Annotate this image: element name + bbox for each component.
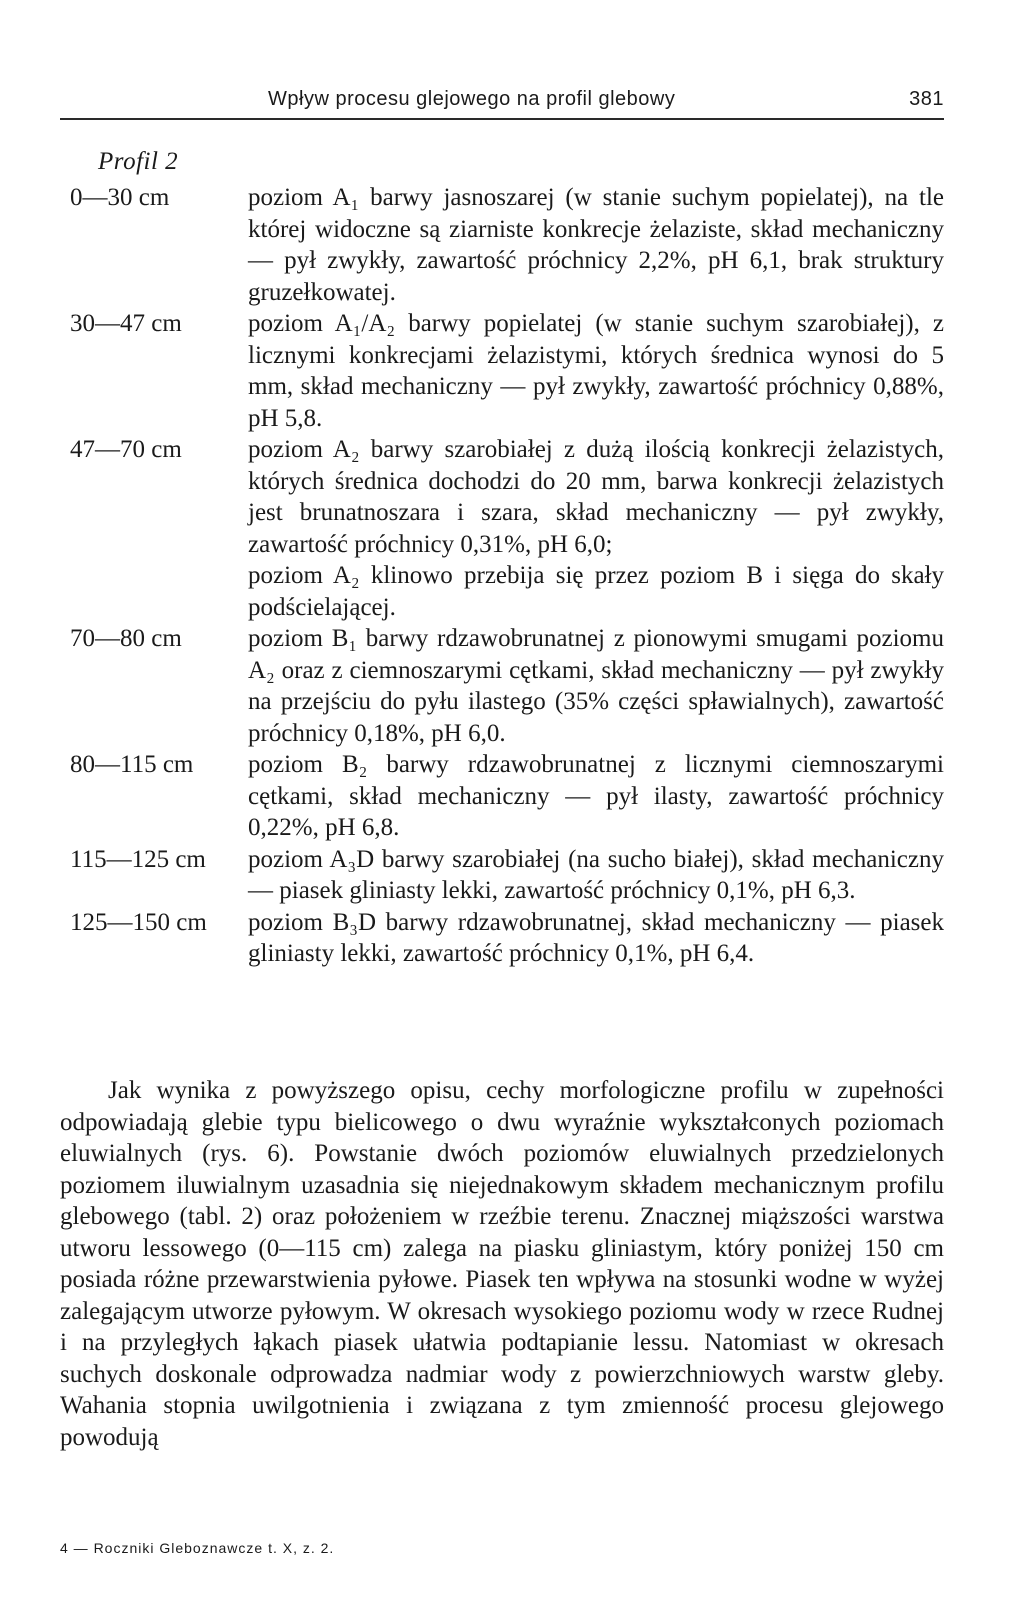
depth-range: 125—150 cm — [70, 908, 207, 936]
depth-range: 30—47 cm — [70, 310, 182, 337]
horizon-description: poziom A₂ barwy szarobiałej z dużą ilością konkrecji żelazistych, których średnica dochodzi do 20 mm, barwa konkrecji żelazistych jest brunatnoszara i szara, skład mechaniczny — pył zwykły, zawartość próchnicy 0,31%, pH 6,0; — [248, 436, 944, 558]
horizon-description: poziom A₁ barwy jasnoszarej (w stanie suchym popielatej), na tle której widoczne są ziarniste konkrecje żelaziste, skład mechaniczny — pył zwykły, zawartość próchnicy 2,2%, pH 6,1, brak struktury gruzełkowatej. — [248, 184, 944, 306]
profile-entry — [60, 434, 944, 623]
horizon-description: poziom B₁ barwy rdzawobrunatnej z pionowymi smugami poziomu A₂ oraz z ciemnoszarymi cętkami, skład mechaniczny — pył zwykły na przejściu do pyłu ilastego (35% części spławialnych), zawartość próchnicy 0,18%, pH 6,0. — [248, 625, 944, 747]
running-title: Wpływ procesu glejowego na profil glebowy — [268, 88, 676, 110]
profile-entry — [60, 182, 944, 308]
body-paragraph-block — [60, 1075, 944, 1453]
depth-range: 47—70 cm — [70, 436, 182, 463]
profile-entry — [60, 623, 944, 749]
horizon-description: poziom A₁/A₂ barwy popielatej (w stanie suchym szarobiałej), z licznymi konkrecjami żelazistymi, których średnica wynosi do 5 mm, skład mechaniczny — pył zwykły, zawartość próchnicy 0,88%, pH 5,8. — [248, 310, 944, 432]
profile-entry — [60, 907, 944, 970]
depth-range: 115—125 cm — [70, 845, 206, 873]
header-rule — [60, 118, 944, 120]
horizon-description: poziom A₃D barwy szarobiałej (na sucho białej), skład mechaniczny — piasek gliniasty lekki, zawartość próchnicy 0,1%, pH 6,3. — [248, 845, 944, 904]
horizon-description-extra: poziom A₂ klinowo przebija się przez poziom B i sięga do skały podścielającej. — [248, 562, 944, 621]
footnote: 4 — Roczniki Gleboznawcze t. X, z. 2. — [60, 1540, 335, 1556]
profile-entry — [60, 308, 944, 434]
depth-range: 70—80 cm — [70, 625, 182, 652]
depth-range: 0—30 cm — [70, 184, 170, 211]
profile-entry — [60, 844, 944, 907]
profile-entry — [60, 749, 944, 844]
profile-description-list — [60, 182, 944, 970]
page-number: 381 — [909, 88, 944, 110]
horizon-description: poziom B₃D barwy rdzawobrunatnej, skład mechaniczny — piasek gliniasty lekki, zawartość próchnicy 0,1%, pH 6,4. — [248, 908, 944, 967]
body-paragraph: Jak wynika z powyższego opisu, cechy morfologiczne profilu w zupełności odpowiadają glebie typu bielicowego o dwu wyraźnie wykształconych poziomach eluwialnych (rys. 6). Powstanie dwóch poziomów eluwialnych przedzielonych poziomem iluwialnym uzasadnia się niejednakowym składem mechanicznym profilu glebowego (tabl. 2) oraz położeniem w rzeźbie terenu. Znacznej miąższości warstwa utworu lessowego (0—115 cm) zalega na piasku gliniastym, który poniżej 150 cm posiada różne przewarstwienia pyłowe. Piasek ten wpływa na stosunki wodne w wyżej zalegającym utworze pyłowym. W okresach wysokiego poziomu wody w rzece Rudnej i na przyległych łąkach piasek ułatwia podtapianie lessu. Natomiast w okresach suchych doskonale odprowadza nadmiar wody z powierzchniowych warstw gleby. Wahania stopnia uwilgotnienia i związana z tym zmienność procesu glejowego powodują — [60, 1077, 944, 1451]
horizon-description: poziom B₂ barwy rdzawobrunatnej z licznymi ciemnoszarymi cętkami, skład mechaniczny — pył ilasty, zawartość próchnicy 0,22%, pH 6,8. — [248, 751, 944, 841]
depth-range: 80—115 cm — [70, 751, 194, 778]
profile-title: Profil 2 — [98, 148, 179, 175]
